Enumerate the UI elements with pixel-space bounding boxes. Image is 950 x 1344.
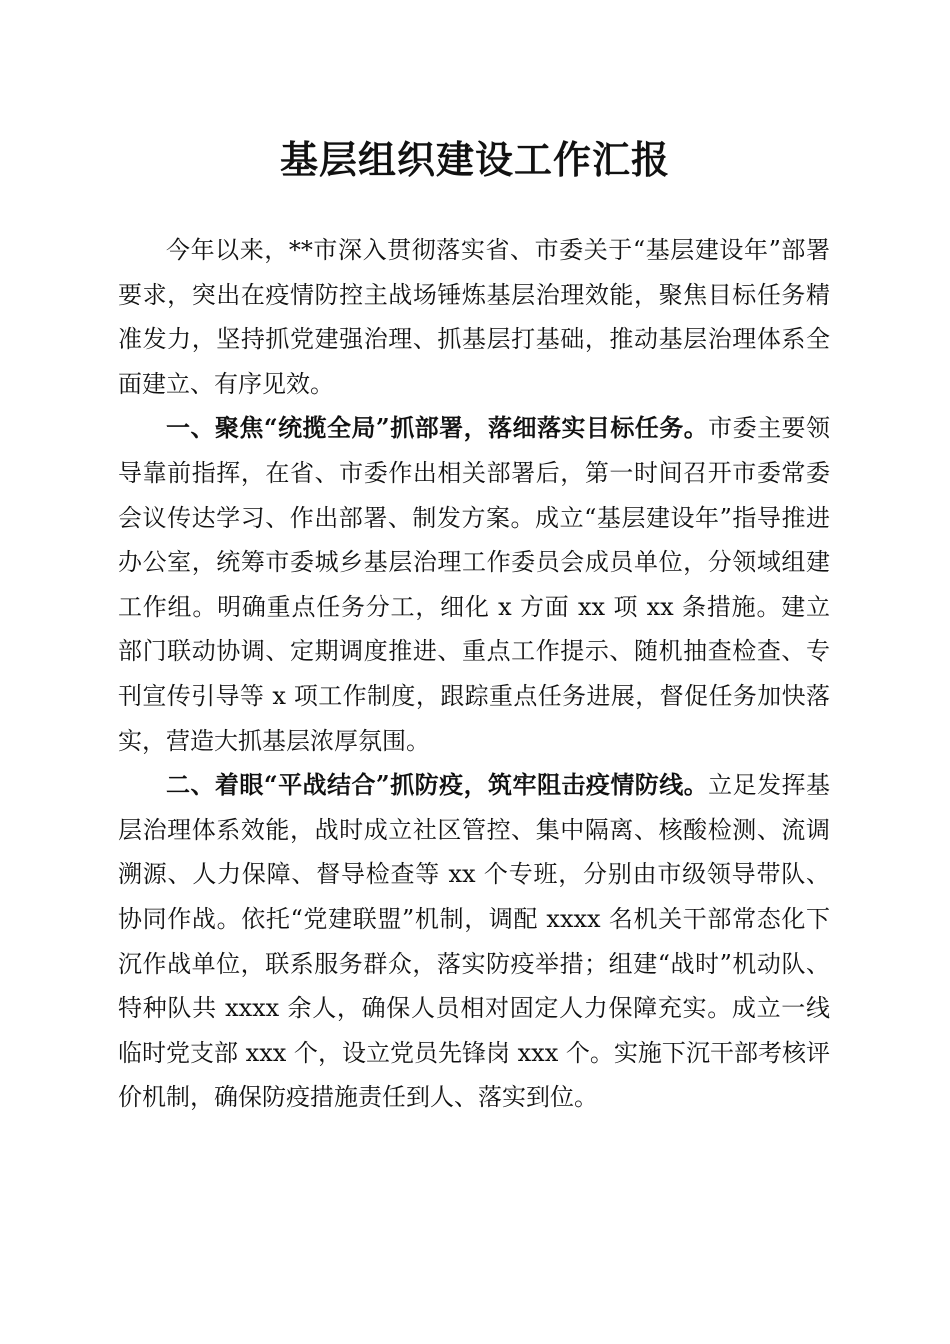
intro-paragraph: 今年以来，**市深入贯彻落实省、市委关于“基层建设年”部署要求，突出在疫情防控主战场锤炼基层治理效能，聚焦目标任务精准发力，坚持抓党建强治理、抓基层打基础，推动基层治理体系全面建立、有序见效。 bbox=[118, 236, 830, 398]
document-title: 基层组织建设工作汇报 bbox=[279, 137, 670, 182]
section-paragraph-2 bbox=[118, 763, 830, 1120]
section-heading-1: 一、聚焦“统揽全局”抓部署，落细落实目标任务。 bbox=[166, 413, 709, 443]
document-body bbox=[118, 228, 830, 1120]
section-paragraph-1 bbox=[118, 406, 830, 763]
section-heading-2: 二、着眼“平战结合”抓防疫，筑牢阻击疫情防线。 bbox=[166, 770, 709, 800]
section-text-2: 立足发挥基层治理体系效能，战时成立社区管控、集中隔离、核酸检测、流调溯源、人力保障、督导检查等 xx 个专班，分别由市级领导带队、协同作战。依托“党建联盟”机制，调配 xxxx 名机关干部常态化下沉作战单位，联系服务群众，落实防疫举措；组建“战时”机动队、特种队共 xxxx 余人，确保人员相对固定人力保障充实。成立一线临时党支部 xxx 个，设立党员先锋岗 xxx 个。实施下沉干部考核评价机制，确保防疫措施责任到人、落实到位。 bbox=[118, 771, 831, 1112]
section-text-1: 市委主要领导靠前指挥，在省、市委作出相关部署后，第一时间召开市委常委会议传达学习、作出部署、制发方案。成立“基层建设年”指导推进办公室，统筹市委城乡基层治理工作委员会成员单位，分领域组建工作组。明确重点任务分工，细化 x 方面 xx 项 xx 条措施。建立部门联动协调、定期调度推进、重点工作提示、随机抽查检查、专刊宣传引导等 x 项工作制度，跟踪重点任务进展，督促任务加快落实，营造大抓基层浓厚氛围。 bbox=[118, 414, 831, 755]
